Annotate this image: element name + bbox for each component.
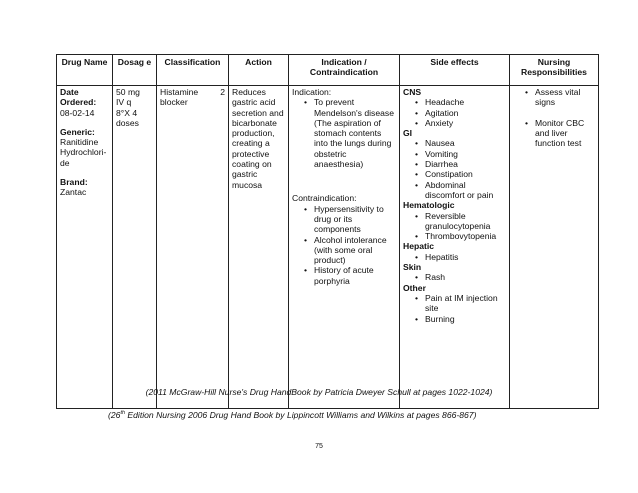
- header-nursing: Nursing Responsibilities: [510, 55, 599, 86]
- date-ordered-label: Date Ordered:: [60, 87, 97, 108]
- header-side-effects: Side effects: [400, 55, 510, 86]
- side-effect-list-gi: [403, 138, 506, 200]
- drug-row: [57, 86, 599, 409]
- generic-label: Generic:: [60, 126, 95, 137]
- header-dosage: Dosag e: [113, 55, 157, 86]
- side-effect-group-cns: CNS: [403, 87, 422, 97]
- brand-value: Zantac: [60, 187, 87, 198]
- date-ordered-value: 08-02-14: [60, 107, 95, 118]
- header-classification: Classification: [157, 55, 229, 86]
- cell-dosage: 50 mg IV q 8°X 4 doses: [113, 86, 157, 409]
- contraindication-item: • History of acute porphyria: [314, 265, 396, 286]
- reference-1: (2011 McGraw-Hill Nurse's Drug HandBook by Patricia Dweyer Schull at pages 1022-1024): [145, 387, 493, 397]
- nursing-item: • Monitor CBC and liver function test: [535, 118, 595, 149]
- cell-nursing: [510, 86, 599, 409]
- side-effect-group-gi: GI: [403, 128, 413, 139]
- side-effect-list-other: [403, 293, 506, 324]
- reference-2-open: (: [108, 410, 111, 420]
- side-effect-list-cns: [403, 97, 506, 128]
- side-effect-group-hematologic: Hematologic: [403, 200, 455, 211]
- side-effect-item: • Nausea: [425, 138, 506, 148]
- side-effect-item: • Pain at IM injection site: [425, 293, 506, 314]
- cell-action: Reduces gastric acid secretion and bicarbonate production, creating a protective coating on gastric mucosa: [229, 86, 289, 409]
- contraindication-item: • Hypersensitivity to drug or its components: [314, 204, 396, 235]
- reference-2-suffix: th: [120, 410, 126, 416]
- side-effect-item: • Anxiety: [425, 118, 506, 128]
- nursing-item: • Assess vital signs: [535, 87, 595, 108]
- side-effect-list-skin: [403, 272, 506, 282]
- reference-2-number: 26: [110, 410, 121, 420]
- drug-study-table: [56, 54, 599, 409]
- page-number: 75: [315, 443, 323, 450]
- side-effect-item: • Hepatitis: [425, 252, 506, 262]
- side-effect-item: • Vomiting: [425, 149, 506, 159]
- header-action: Action: [229, 55, 289, 86]
- cell-classification: [157, 86, 229, 409]
- side-effect-item: • Rash: [425, 272, 506, 282]
- cell-side-effects: [400, 86, 510, 409]
- side-effect-group-other: Other: [403, 282, 426, 293]
- classification-number: 2: [220, 87, 225, 97]
- reference-2: [108, 410, 608, 420]
- contraindication-label: Contraindication:: [292, 193, 357, 204]
- header-row: [57, 55, 599, 86]
- side-effect-item: • Diarrhea: [425, 159, 506, 169]
- cell-indication: [289, 86, 400, 409]
- classification-line2: blocker: [160, 97, 188, 108]
- brand-label: Brand:: [60, 177, 88, 188]
- side-effect-item: • Reversible granulocytopenia: [425, 211, 506, 232]
- indication-label: Indication:: [292, 87, 332, 97]
- contraindication-list: [292, 204, 396, 286]
- side-effect-list-hepatic: [403, 252, 506, 262]
- side-effect-item: • Headache: [425, 97, 506, 107]
- contraindication-item: • Alcohol intolerance (with some oral product): [314, 235, 396, 266]
- header-indication: Indication / Contraindication: [289, 55, 400, 86]
- side-effect-item: • Abdominal discomfort or pain: [425, 180, 506, 201]
- side-effect-item: • Agitation: [425, 108, 506, 118]
- side-effect-item: • Constipation: [425, 169, 506, 179]
- side-effect-group-skin: Skin: [403, 262, 422, 273]
- header-drug-name: Drug Name: [57, 55, 113, 86]
- indication-item: • To prevent Mendelson's disease (The aspiration of stomach contents into the lungs during obstetric anaesthesia): [314, 97, 396, 169]
- side-effect-item: • Burning: [425, 314, 506, 324]
- classification-text: Histamine: [160, 87, 199, 97]
- side-effect-item: • Thrombovytopenia: [425, 231, 506, 241]
- side-effect-group-hepatic: Hepatic: [403, 241, 435, 252]
- reference-2-text: Edition Nursing 2006 Drug Hand Book by Lippincott Williams and Wilkins at pages 866-867): [125, 410, 477, 420]
- generic-value: Ranitidine Hydrochlori-de: [60, 137, 107, 168]
- nursing-list: [513, 87, 595, 148]
- side-effect-list-hematologic: [403, 211, 506, 242]
- cell-drug-name: [57, 86, 113, 409]
- indication-list: [292, 97, 396, 169]
